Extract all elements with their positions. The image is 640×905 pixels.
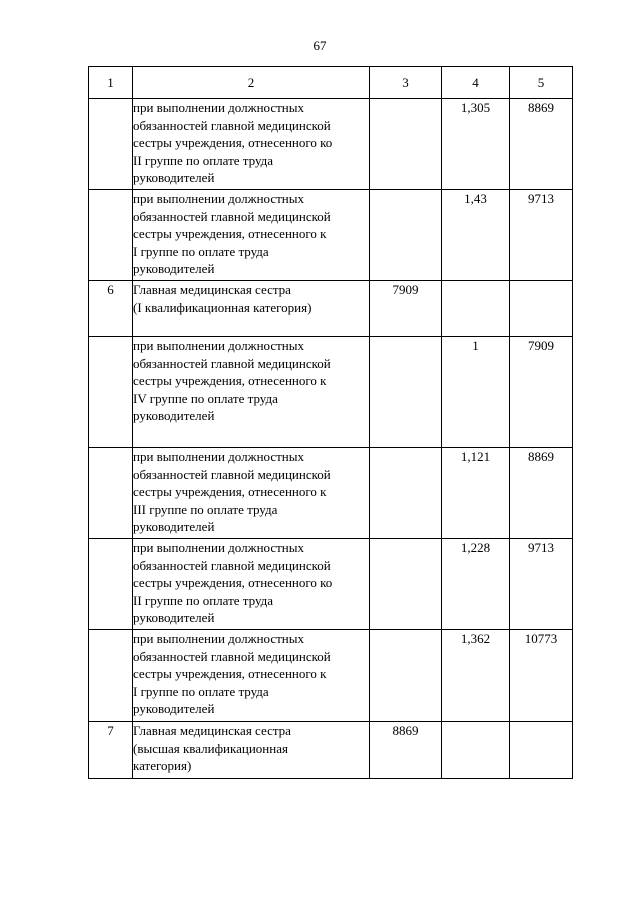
column-header-1: 1	[89, 67, 133, 99]
column-header-4: 4	[442, 67, 510, 99]
column-header-2: 2	[133, 67, 370, 99]
row-number-cell	[89, 539, 133, 630]
table-row	[89, 448, 573, 539]
table-row	[89, 337, 573, 448]
coefficient-cell	[442, 722, 510, 779]
description-line: IV группе по оплате труда	[133, 390, 278, 406]
description-cell	[133, 722, 370, 779]
description-line: (I квалификационная категория)	[133, 299, 312, 315]
table-row	[89, 281, 573, 337]
description-line: обязанностей главной медицинской	[133, 355, 331, 371]
table-row	[89, 190, 573, 281]
base-salary-cell	[370, 337, 442, 448]
description-line: при выполнении должностных	[133, 100, 304, 115]
salary-cell	[510, 281, 573, 337]
salary-cell: 9713	[510, 539, 573, 630]
description-line: сестры учреждения, отнесенного ко	[133, 575, 333, 590]
coefficient-cell: 1,121	[442, 448, 510, 539]
coefficient-cell: 1,362	[442, 630, 510, 722]
coefficient-cell: 1,228	[442, 539, 510, 630]
row-number-cell: 7	[89, 722, 133, 779]
row-number-cell	[89, 337, 133, 448]
base-salary-cell: 7909	[370, 281, 442, 337]
description-line: (высшая квалификационная	[133, 740, 288, 756]
description-line: III группе по оплате труда	[133, 501, 278, 517]
description-cell	[133, 448, 370, 539]
description-line: при выполнении должностных	[133, 631, 304, 646]
description-line: при выполнении должностных	[133, 449, 304, 464]
description-line: обязанностей главной медицинской	[133, 208, 331, 224]
salary-cell: 9713	[510, 190, 573, 281]
row-number-cell	[89, 630, 133, 722]
description-cell	[133, 539, 370, 630]
salary-table	[88, 66, 573, 779]
column-header-5: 5	[510, 67, 573, 99]
base-salary-cell	[370, 539, 442, 630]
description-line: обязанностей главной медицинской	[133, 117, 331, 133]
description-line: руководителей	[133, 408, 215, 423]
description-cell	[133, 337, 370, 448]
coefficient-cell	[442, 281, 510, 337]
column-header-3: 3	[370, 67, 442, 99]
page-number: 67	[313, 38, 327, 53]
table-row	[89, 99, 573, 190]
coefficient-cell: 1,43	[442, 190, 510, 281]
description-line: I группе по оплате труда	[133, 683, 269, 699]
coefficient-cell: 1	[442, 337, 510, 448]
table-row	[89, 539, 573, 630]
description-line: руководителей	[133, 170, 215, 185]
description-line: руководителей	[133, 261, 215, 276]
salary-cell	[510, 722, 573, 779]
row-number-cell: 6	[89, 281, 133, 337]
row-number-cell	[89, 448, 133, 539]
description-line: категория)	[133, 758, 192, 773]
description-line: руководителей	[133, 610, 215, 625]
description-line: при выполнении должностных	[133, 338, 304, 353]
description-line: сестры учреждения, отнесенного к	[133, 666, 327, 681]
base-salary-cell	[370, 99, 442, 190]
description-cell	[133, 190, 370, 281]
coefficient-cell: 1,305	[442, 99, 510, 190]
description-line: II группе по оплате труда	[133, 592, 274, 608]
description-line: при выполнении должностных	[133, 540, 304, 555]
description-line: сестры учреждения, отнесенного к	[133, 226, 327, 241]
description-cell	[133, 630, 370, 722]
description-line: Главная медицинская сестра	[133, 282, 291, 297]
table-header-row	[89, 67, 573, 99]
description-line: обязанностей главной медицинской	[133, 648, 331, 664]
description-line: при выполнении должностных	[133, 191, 304, 206]
description-line: сестры учреждения, отнесенного к	[133, 373, 327, 388]
description-line: I группе по оплате труда	[133, 243, 269, 259]
description-line: сестры учреждения, отнесенного к	[133, 484, 327, 499]
salary-cell: 10773	[510, 630, 573, 722]
description-line: обязанностей главной медицинской	[133, 557, 331, 573]
salary-cell: 8869	[510, 99, 573, 190]
description-line: II группе по оплате труда	[133, 152, 274, 168]
base-salary-cell	[370, 448, 442, 539]
description-line: руководителей	[133, 701, 215, 716]
table-row	[89, 722, 573, 779]
description-line: сестры учреждения, отнесенного ко	[133, 135, 333, 150]
description-line: Главная медицинская сестра	[133, 723, 291, 738]
description-line: обязанностей главной медицинской	[133, 466, 331, 482]
row-number-cell	[89, 190, 133, 281]
description-line: руководителей	[133, 519, 215, 534]
row-number-cell	[89, 99, 133, 190]
base-salary-cell: 8869	[370, 722, 442, 779]
salary-cell: 8869	[510, 448, 573, 539]
table-row	[89, 630, 573, 722]
description-cell	[133, 281, 370, 337]
description-cell	[133, 99, 370, 190]
base-salary-cell	[370, 630, 442, 722]
salary-cell: 7909	[510, 337, 573, 448]
base-salary-cell	[370, 190, 442, 281]
